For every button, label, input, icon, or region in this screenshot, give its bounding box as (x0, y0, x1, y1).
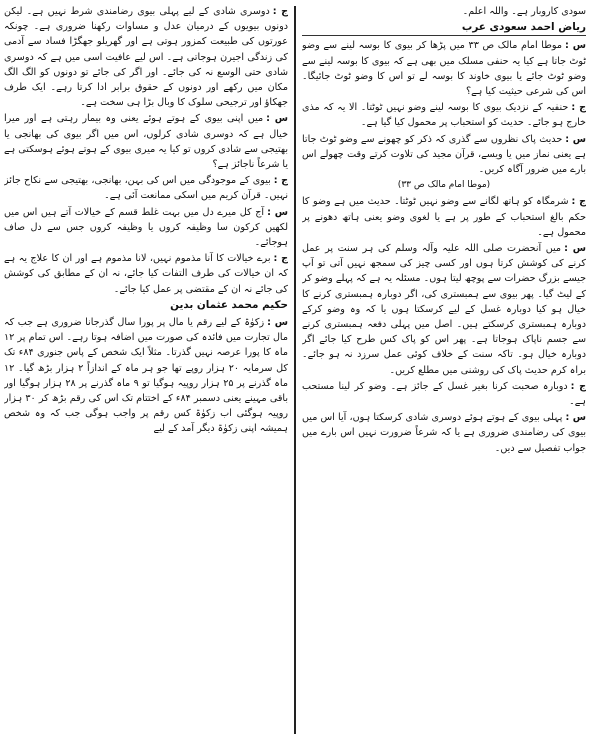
question-marker: س : (267, 317, 288, 329)
answer-marker: ج : (273, 253, 288, 265)
answer-text: حنفیہ کے نزدیک بیوی کا بوسہ لینے وضو نہیں ٹوٹتا۔ الا یہ کہ مذی خارج ہو جائے۔ حدیث کو استحباب پر محمول کیا گیا ہے۔ (302, 102, 586, 129)
closing-line: سودی کاروبار ہے۔ واللہ اعلم۔ (462, 6, 586, 17)
answer-text: دوبارہ صحبت کرنا بغیر غسل کے جائز ہے۔ وضو کر لینا مستحب ہے۔ (302, 380, 586, 408)
question-text: آج کل میرے دل میں بہت غلط قسم کے خیالات آتے ہیں اس میں لکھیں کرکون سا وظیفہ کروں یا وظیفہ کروں جس سے دل صاف ہوجائے۔ (4, 206, 288, 249)
qa-block (4, 4, 288, 110)
qa-block (302, 410, 586, 456)
qa-block (4, 251, 288, 297)
question-marker: س : (564, 243, 586, 255)
question-marker: س : (267, 206, 288, 218)
reference-note: (موطا امام مالک ص ۳۳) (397, 180, 491, 191)
question-text: میں اپنی بیوی کے ہوتے ہوئے یعنی وہ بیمار رہتی ہے اور میرا خیال ہے کہ دوسری شادی کرلوں، اس میں اگر بیوی کی بھانجی یا بھتیجی سے شادی کروں تو کیا یہ میری بیوی کے ہوتے ہوئے ہوسکتی ہے یا شرعاً ناجائز ہے؟ (4, 113, 288, 171)
answer-marker: ج : (272, 6, 288, 17)
answer-text: برے خیالات کا آنا مذموم نہیں، لانا مذموم ہے اور ان کا علاج یہ ہے کہ ان خیالات کی طرف التفات کیا جائے، نہ ان کے مطابق کی کوشش کی جائے نہ ان کے مقتضی پر عمل کیا جائے۔ (4, 253, 288, 295)
qa-block (302, 38, 586, 99)
qa-block (302, 241, 586, 378)
qa-block (302, 379, 586, 409)
question-text: پہلی بیوی کے ہوتے ہوئے دوسری شادی کرسکتا ہوں، آیا اس میں بیوی کی رضامندی ضروری ہے یا کہ شرعاً ضرورت نہیں اس بارے میں جواب تفصیل سے دیں۔ (302, 412, 586, 454)
qa-block (302, 132, 586, 178)
question-marker: س : (565, 133, 586, 145)
question-text: حدیث پاک نظروں سے گذری کہ ذکر کو چھونے سے وضو ٹوٹ جاتا ہے یعنی نماز میں یا ویسے، قرآن مجید کی تلاوت کرتے وقت چھولے اس بارے میں ضرور آگاہ کریں۔ (302, 133, 586, 176)
author-byline: ریاض احمد سعودی عرب (302, 20, 586, 36)
qa-block (4, 111, 288, 172)
answer-marker: ج : (571, 196, 586, 208)
qa-block (4, 315, 288, 437)
author-byline: حکیم محمد عثمان بدین (170, 298, 288, 311)
answer-text: بیوی کے موجودگی میں اس کی بہن، بھانجی، بھتیجی سے نکاح جائز نہیں۔ قرآن کریم میں اسکی ممانعت آئی ہے۔ (4, 175, 288, 202)
question-text: زکوٰۃ کے لیے رقم یا مال پر پورا سال گذرجانا ضروری ہے جب کہ مال تجارت میں فائدہ کی صورت میں اضافہ ہوتا رہے۔ اس تمام پر ۱۲ ماہ کا پورا عرصہ نہیں گذرتا۔ مثلاً ایک شخص کے پاس جنوری ۸۴ء تک کل سرمایہ ۲۰ ہزار روپے تھا جو ہر ماہ کے اندازاً ۲ ہزار بڑھ گیا۔ ۱۲ ماہ گذرنے پر ۲۵ ہزار روپیہ ہوگیا تو ۹ ماہ گذرنے پر ۲۸ ہزار ہوگیا اور باقی مہینے یعنی دسمبر ۸۴ء کے اختتام تک اس کی رقم بڑھ کر ۳۰ ہزار روپیہ ہوگئی اب زکوٰۃ کس رقم پر واجب ہوگی جب کہ وہ شخص ہمیشہ اپنی زکوٰۃ دیگر آمد کے لیے (4, 317, 288, 435)
qa-block (302, 194, 586, 240)
question-marker: س : (266, 113, 288, 125)
qa-block (4, 205, 288, 251)
right-column (302, 4, 586, 736)
answer-marker: ج : (571, 102, 586, 114)
answer-marker: ج : (570, 380, 586, 392)
question-text: موطا امام مالک ص ۳۳ میں پڑھا کر بیوی کا بوسہ لینے سے وضو ٹوٹ جاتا ہے کیا یہ حنفی مسلک میں بھی ہے کہ بیوی کا بوسہ لینے سے وضو ٹوٹ جائے یا بیوی خاوند کا بوسہ لے تو اس کا وضو ٹوٹ جائیگا۔ اس کی شرعی حیثیت کیا ہے؟ (302, 40, 586, 98)
answer-marker: ج : (273, 175, 288, 187)
question-text: میں آنحضرت صلی اللہ علیہ وآلہ وسلم کی ہر سنت پر عمل کرنے کی کوشش کرتا ہوں اور کسی چیز کی سمجھ نہیں آتی تو آپ جیسے بزرگ حضرات سے پوچھ لیتا ہوں۔ مسئلہ یہ ہے کہ پہلے وضو کر کے لیٹ گیا۔ پھر بیوی سے ہمبستری کی، اگر دوبارہ ہمبستری کرنے کا خیال ہو کیا دوبارہ غسل کے لیے کرسکتا ہوں یا کہ وہ وضو کرکے دوبارہ ہمبستری کرسکتے ہیں۔ اصل میں پہلی دفعہ ہمبستری کرنے سے جسم ناپاک ہوجاتا ہے۔ پھر اس کو پاک کس طرح کیا جائے اگر دوبارہ خیال ہو۔ تاکہ سنت کے خلاف کوئی عمل سرزد نہ ہو جائے۔ براہ کرم حدیث پاک کی روشنی میں مطلع کریں۔ (302, 243, 586, 376)
left-column (4, 4, 288, 736)
answer-text: دوسری شادی کے لیے پہلی بیوی رضامندی شرط نہیں ہے۔ لیکن دونوں بیویوں کے درمیان عدل و مساوات رکھنا ضروری ہے۔ چونکہ عورتوں کی طبیعت کمزور ہوتی ہے اور گھریلو جھگڑا فساد سے آدمی کی زندگی اجیرن ہوجاتی ہے۔ اس لیے عافیت اسی میں ہے کہ دوسری شادی حتی الوسع نہ کی جائے۔ اور اگر کی جائے تو دونوں کو الگ الگ مکان میں رکھے اور دونوں کے حقوق برابر ادا کرتا رہے۔ ایک طرف جھکاؤ اور ترجیحی سلوک کا وبال بڑا ہی سخت ہے۔ (4, 6, 288, 109)
qa-block (4, 173, 288, 203)
answer-text: شرمگاہ کو ہاتھ لگانے سے وضو نہیں ٹوٹتا۔ حدیث میں ہے وضو کا حکم بالغ استحباب کے طور پر ہے یا لغوی وضو یعنی ہاتھ دھونے پر محمول ہے۔ (302, 196, 586, 238)
qa-block (302, 100, 586, 130)
question-marker: س : (564, 40, 586, 52)
column-divider (294, 6, 296, 734)
question-marker: س : (565, 412, 586, 424)
